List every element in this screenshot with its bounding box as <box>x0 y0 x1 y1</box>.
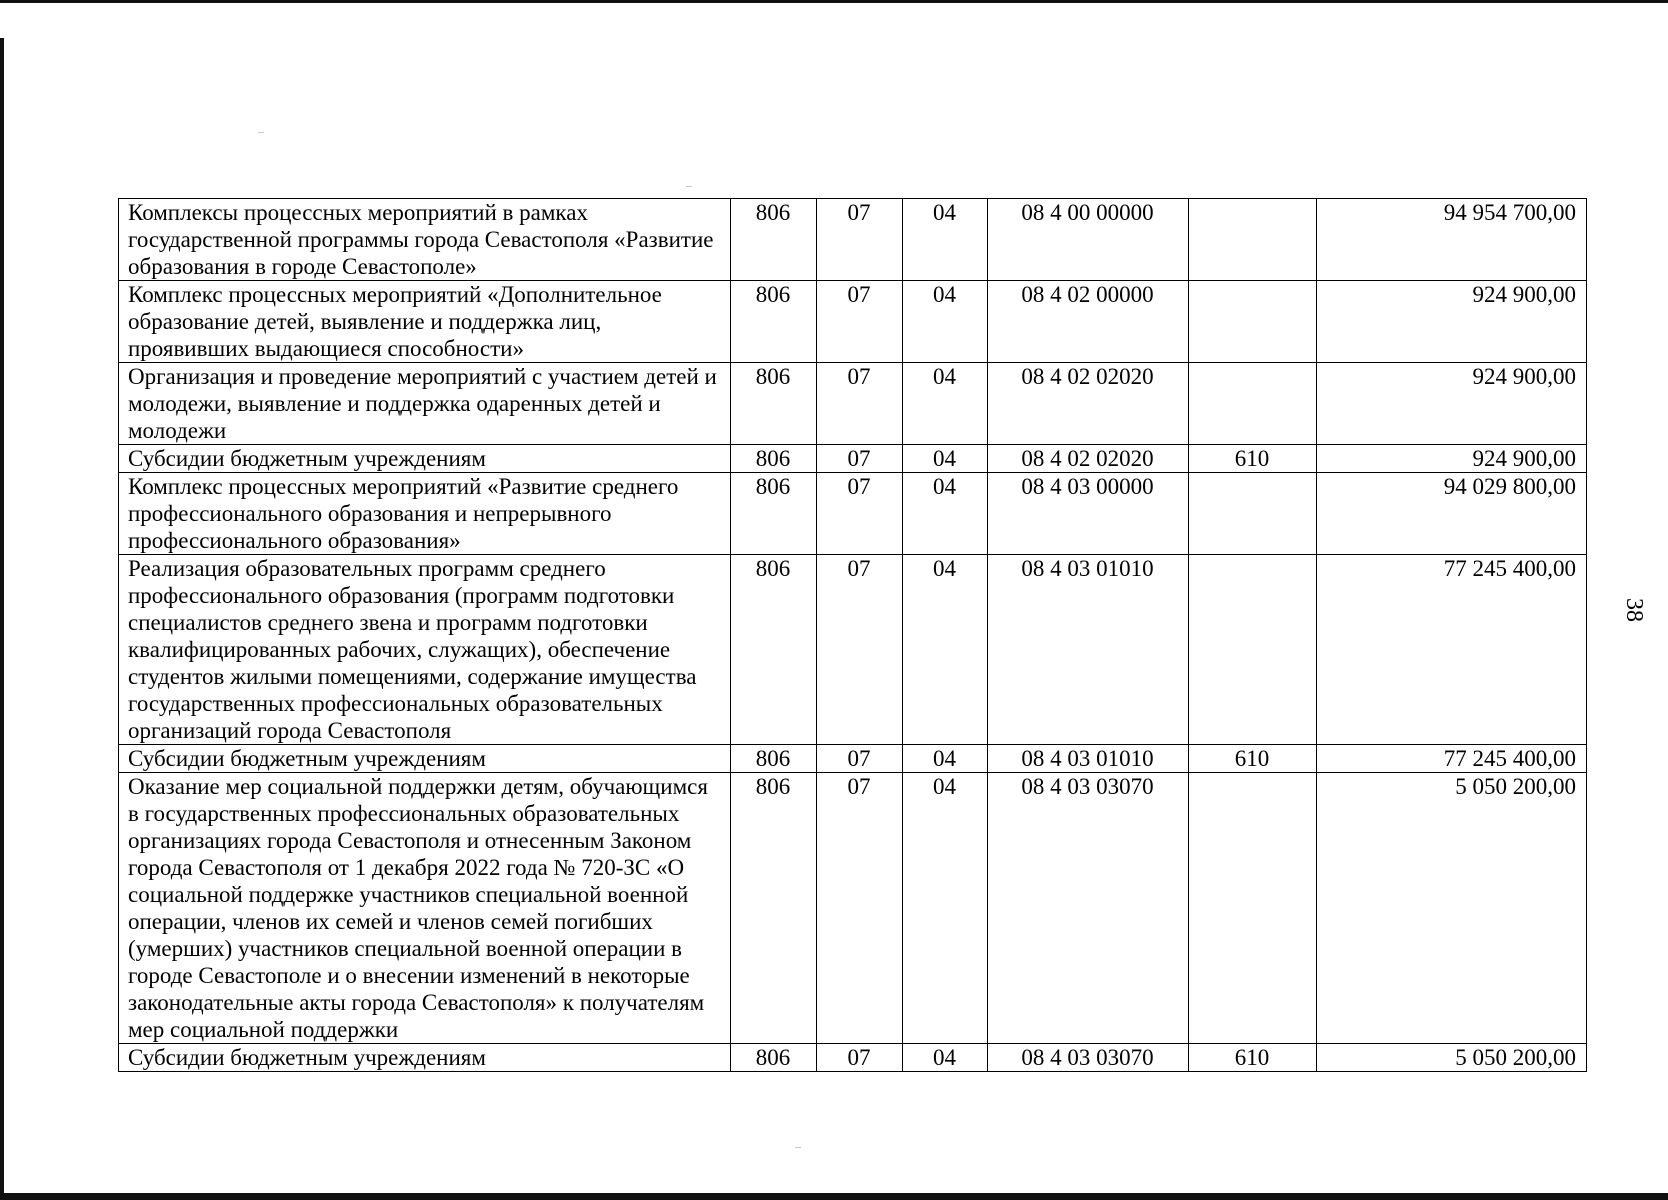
subsection-code-cell: 04 <box>903 363 988 445</box>
target-article-cell: 08 4 03 01010 <box>988 555 1189 745</box>
scan-speck <box>686 186 692 187</box>
expense-type-cell <box>1189 473 1317 555</box>
scan-speck <box>258 132 264 133</box>
section-code-cell: 07 <box>817 1044 903 1072</box>
expense-type-cell <box>1189 363 1317 445</box>
target-article-cell: 08 4 02 00000 <box>988 281 1189 363</box>
department-code-cell: 806 <box>731 1044 817 1072</box>
target-article-cell: 08 4 03 03070 <box>988 1044 1189 1072</box>
table-row <box>119 473 1587 555</box>
amount-cell: 94 954 700,00 <box>1317 199 1587 281</box>
department-code-cell: 806 <box>731 199 817 281</box>
subsection-code-cell: 04 <box>903 773 988 1044</box>
subsection-code-cell: 04 <box>903 555 988 745</box>
table-row <box>119 445 1587 473</box>
target-article-cell: 08 4 03 00000 <box>988 473 1189 555</box>
row-name-cell: Субсидии бюджетным учреждениям <box>119 1044 731 1072</box>
target-article-cell: 08 4 03 01010 <box>988 745 1189 773</box>
row-name-cell: Комплекс процессных мероприятий «Развитие среднего профессионального образования и непрерывного профессионального образования» <box>119 473 731 555</box>
row-name-cell: Комплексы процессных мероприятий в рамках государственной программы города Севастополя «Развитие образования в городе Севастополе» <box>119 199 731 281</box>
scan-border-top <box>0 0 1668 3</box>
table-row <box>119 199 1587 281</box>
row-name-cell: Реализация образовательных программ среднего профессионального образования (программ подготовки специалистов среднего звена и программ подготовки квалифицированных рабочих, служащих), обеспечение студентов жилыми помещениями, содержание имущества государственных профессиональных образовательных организаций города Севастополя <box>119 555 731 745</box>
section-code-cell: 07 <box>817 773 903 1044</box>
target-article-cell: 08 4 02 02020 <box>988 445 1189 473</box>
amount-cell: 924 900,00 <box>1317 363 1587 445</box>
section-code-cell: 07 <box>817 281 903 363</box>
table-row <box>119 773 1587 1044</box>
expense-type-cell <box>1189 199 1317 281</box>
amount-cell: 94 029 800,00 <box>1317 473 1587 555</box>
target-article-cell: 08 4 00 00000 <box>988 199 1189 281</box>
subsection-code-cell: 04 <box>903 445 988 473</box>
table-row <box>119 1044 1587 1072</box>
department-code-cell: 806 <box>731 745 817 773</box>
row-name-cell: Комплекс процессных мероприятий «Дополнительное образование детей, выявление и поддержка лиц, проявивших выдающиеся способности» <box>119 281 731 363</box>
section-code-cell: 07 <box>817 199 903 281</box>
amount-cell: 924 900,00 <box>1317 445 1587 473</box>
expense-type-cell: 610 <box>1189 445 1317 473</box>
section-code-cell: 07 <box>817 473 903 555</box>
section-code-cell: 07 <box>817 745 903 773</box>
section-code-cell: 07 <box>817 555 903 745</box>
amount-cell: 5 050 200,00 <box>1317 773 1587 1044</box>
department-code-cell: 806 <box>731 281 817 363</box>
amount-cell: 5 050 200,00 <box>1317 1044 1587 1072</box>
expense-type-cell <box>1189 281 1317 363</box>
expense-type-cell: 610 <box>1189 745 1317 773</box>
section-code-cell: 07 <box>817 445 903 473</box>
department-code-cell: 806 <box>731 363 817 445</box>
table-row <box>119 363 1587 445</box>
amount-cell: 77 245 400,00 <box>1317 555 1587 745</box>
table-row <box>119 281 1587 363</box>
section-code-cell: 07 <box>817 363 903 445</box>
target-article-cell: 08 4 02 02020 <box>988 363 1189 445</box>
department-code-cell: 806 <box>731 773 817 1044</box>
row-name-cell: Организация и проведение мероприятий с участием детей и молодежи, выявление и поддержка одаренных детей и молодежи <box>119 363 731 445</box>
row-name-cell: Субсидии бюджетным учреждениям <box>119 745 731 773</box>
scan-border-left <box>0 38 4 1200</box>
row-name-cell: Субсидии бюджетным учреждениям <box>119 445 731 473</box>
expense-type-cell <box>1189 773 1317 1044</box>
row-name-cell: Оказание мер социальной поддержки детям, обучающимся в государственных профессиональных образовательных организациях города Севастополя и отнесенным Законом города Севастополя от 1 декабря 2022 года № 720-ЗС «О социальной поддержке участников специальной военной операции, членов их семей и членов семей погибших (умерших) участников специальной военной операции в городе Севастополе и о внесении изменений в некоторые законодательные акты города Севастополя» к получателям мер социальной поддержки <box>119 773 731 1044</box>
department-code-cell: 806 <box>731 473 817 555</box>
expense-type-cell: 610 <box>1189 1044 1317 1072</box>
page-number: 38 <box>1621 598 1647 622</box>
target-article-cell: 08 4 03 03070 <box>988 773 1189 1044</box>
scan-speck <box>795 1147 801 1148</box>
expense-type-cell <box>1189 555 1317 745</box>
table-body <box>119 199 1587 1072</box>
table-row <box>119 555 1587 745</box>
subsection-code-cell: 04 <box>903 199 988 281</box>
department-code-cell: 806 <box>731 555 817 745</box>
subsection-code-cell: 04 <box>903 281 988 363</box>
budget-table <box>118 198 1587 1072</box>
subsection-code-cell: 04 <box>903 745 988 773</box>
subsection-code-cell: 04 <box>903 1044 988 1072</box>
table-row <box>119 745 1587 773</box>
subsection-code-cell: 04 <box>903 473 988 555</box>
amount-cell: 924 900,00 <box>1317 281 1587 363</box>
department-code-cell: 806 <box>731 445 817 473</box>
amount-cell: 77 245 400,00 <box>1317 745 1587 773</box>
scan-border-bottom <box>0 1193 1668 1200</box>
